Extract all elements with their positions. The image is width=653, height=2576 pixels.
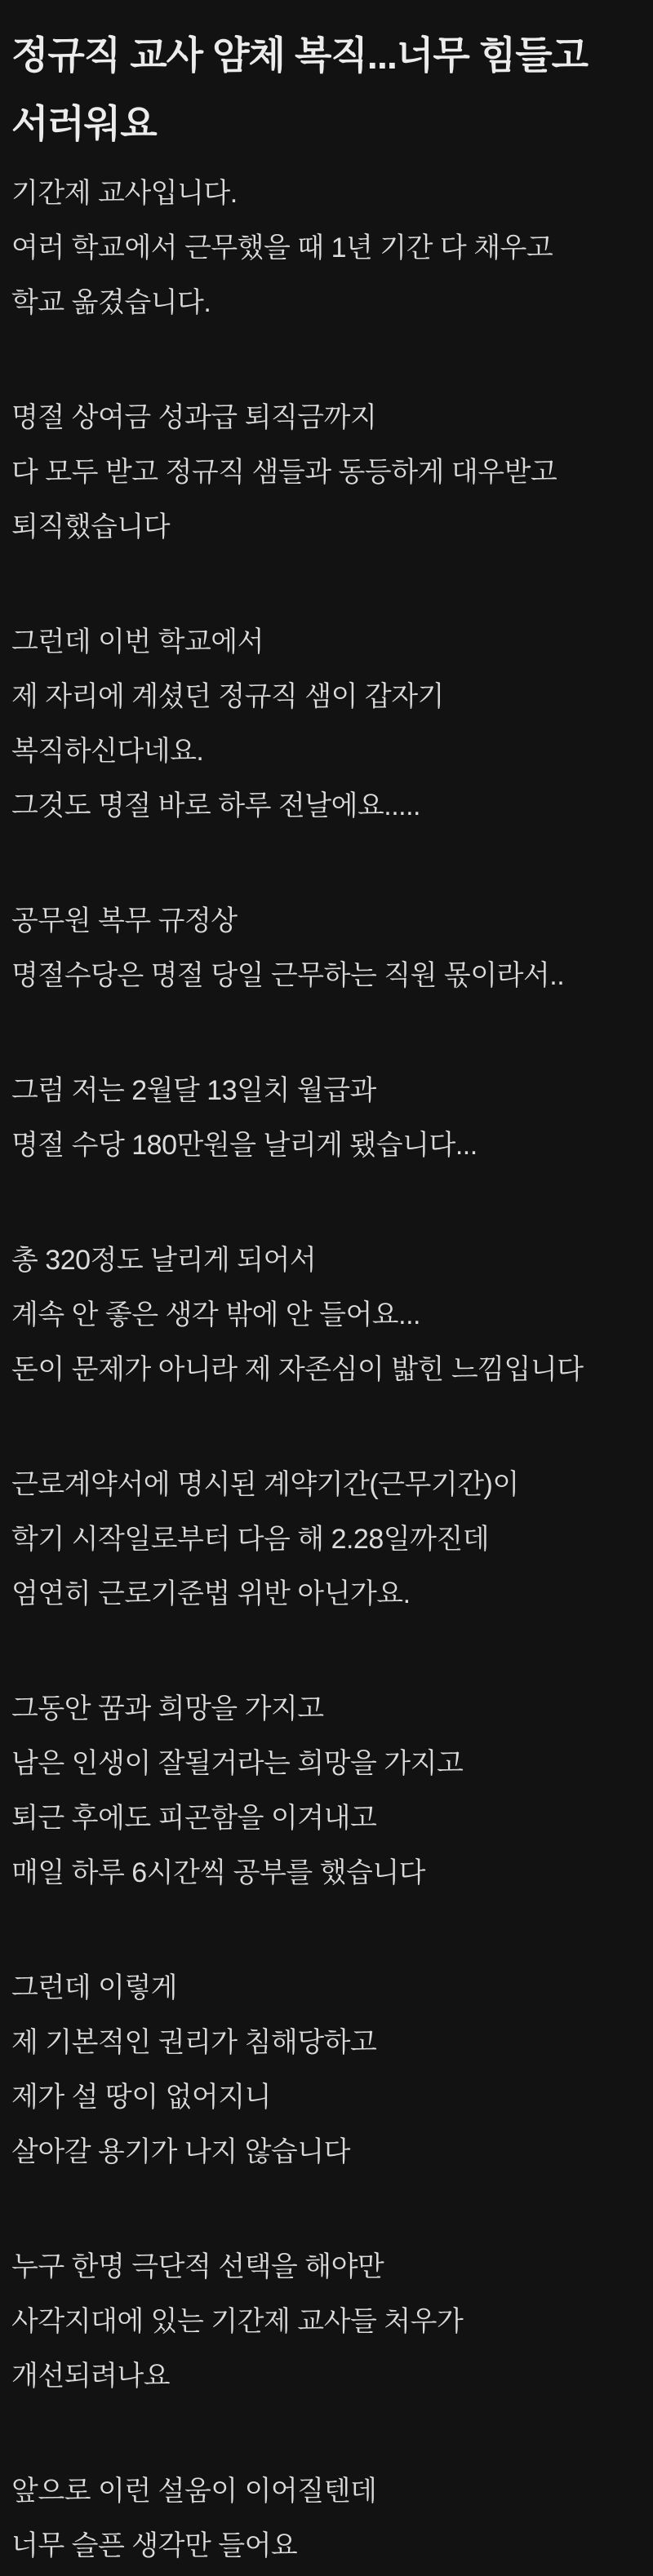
post-paragraph: [11, 2464, 637, 2574]
post-line: 학교 옮겼습니다.: [11, 287, 211, 318]
post-line: 제가 설 땅이 없어지니: [11, 2082, 271, 2113]
post-line: 그럼 저는 2월달 13일치 월급과: [11, 1075, 376, 1106]
post-line: 퇴근 후에도 피곤함을 이겨내고: [11, 1803, 377, 1834]
post-line: 기간제 교사입니다.: [11, 178, 238, 209]
post-line: 근로계약서에 명시된 계약기간(근무기간)이: [11, 1469, 519, 1500]
post-line: 퇴직했습니다: [11, 511, 171, 542]
post-paragraph: [11, 615, 637, 834]
post-line: 남은 인생이 잘될거라는 희망을 가지고: [11, 1748, 464, 1779]
post-line: 매일 하루 6시간씩 공부를 했습니다: [11, 1857, 426, 1888]
post-paragraph: [11, 1961, 637, 2180]
post-line: 개선되려나요: [11, 2361, 171, 2392]
post-line: 그런데 이번 학교에서: [11, 626, 264, 657]
post-line: 사각지대에 있는 기간제 교사들 처우가: [11, 2306, 464, 2337]
post-line: 총 320정도 날리게 되어서: [11, 1245, 317, 1276]
post-line: 그것도 명절 바로 하루 전날에요.....: [11, 790, 420, 821]
post-paragraph: [11, 1458, 637, 1622]
post-paragraph: [11, 894, 637, 1003]
post-line: 너무 슬픈 생각만 들어요: [11, 2530, 298, 2561]
post-line: 공무원 복무 규정상: [11, 905, 238, 936]
post-paragraph: [11, 1682, 637, 1901]
post-line: 명절 수당 180만원을 날리게 됐습니다...: [11, 1130, 478, 1161]
post-line: 그동안 꿈과 희망을 가지고: [11, 1693, 324, 1724]
post-paragraph: [11, 1233, 637, 1397]
post-title: 정규직 교사 얌체 복직...너무 힘들고 서러워요: [11, 33, 589, 145]
post-line: 돈이 문제가 아니라 제 자존심이 밟힌 느낌입니다: [11, 1354, 584, 1385]
post-body: [11, 166, 637, 2574]
post-paragraph: [11, 1064, 637, 1173]
post-line: 엄연히 근로기준법 위반 아닌가요.: [11, 1578, 411, 1609]
post-line: 그런데 이렇게: [11, 1972, 178, 2003]
post-line: 앞으로 이런 설움이 이어질텐데: [11, 2476, 377, 2507]
post-line: 제 기본적인 권리가 침해당하고: [11, 2027, 377, 2058]
post-line: 명절수당은 명절 당일 근무하는 직원 몫이라서..: [11, 960, 565, 991]
post-paragraph: [11, 166, 637, 330]
post-line: 계속 안 좋은 생각 밖에 안 들어요...: [11, 1299, 420, 1330]
post-line: 누구 한명 극단적 선택을 해야만: [11, 2251, 384, 2282]
post-line: 여러 학교에서 근무했을 때 1년 기간 다 채우고: [11, 232, 553, 263]
post-line: 학기 시작일로부터 다음 해 2.28일까진데: [11, 1524, 490, 1555]
post-line: 다 모두 받고 정규직 샘들과 동등하게 대우받고: [11, 457, 557, 488]
post-line: 복직하신다네요.: [11, 736, 204, 767]
post-line: 명절 상여금 성과급 퇴직금까지: [11, 402, 377, 433]
post-paragraph: [11, 2240, 637, 2404]
post-line: 살아갈 용기가 나지 않습니다: [11, 2136, 350, 2167]
post-paragraph: [11, 391, 637, 555]
post-line: 제 자리에 계셨던 정규직 샘이 갑자기: [11, 681, 444, 712]
